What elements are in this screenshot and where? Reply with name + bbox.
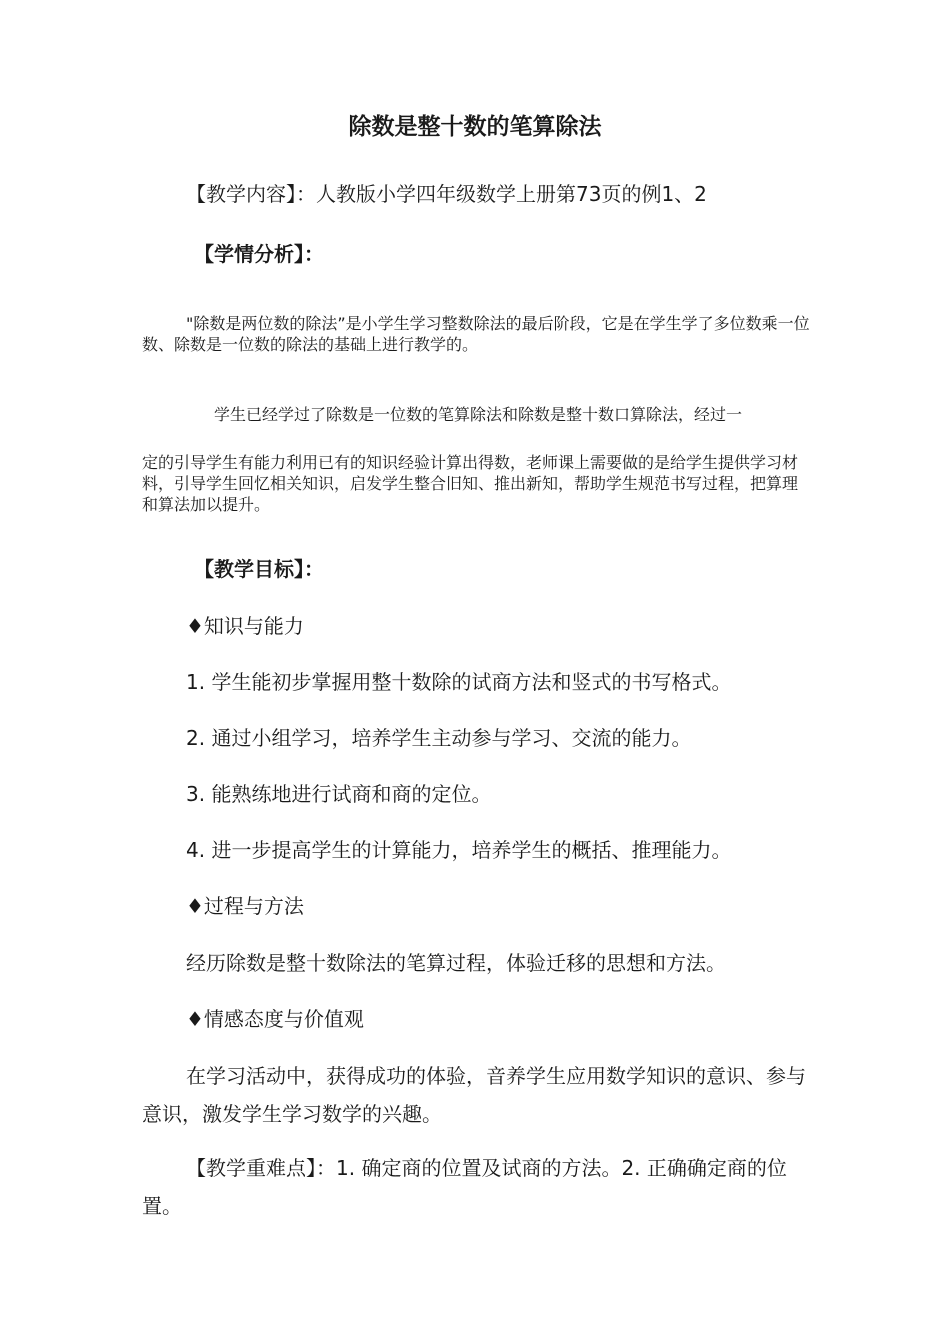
teaching-content-label: 【教学内容】： <box>186 182 316 206</box>
emotion-heading: ♦情感态度与价值观 <box>186 1007 364 1031</box>
goal-item: 1. 学生能初步掌握用整十数除的试商方法和竖式的书写格式。 <box>186 670 732 694</box>
goal-item: 2. 通过小组学习，培养学生主动参与学习、交流的能力。 <box>186 726 692 750</box>
teaching-content-text: 人教版小学四年级数学上册第73页的例1、2 <box>316 182 707 206</box>
key-points-label: 【教学重难点】： <box>186 1156 336 1180</box>
process-heading: ♦过程与方法 <box>186 894 304 918</box>
emotion-text: 在学习活动中，获得成功的体验，音养学生应用数学知识的意识、参与意识，激发学生学习数学的兴趣。 <box>142 1064 806 1126</box>
goals-heading: 【教学目标】： <box>194 557 324 581</box>
knowledge-heading: ♦知识与能力 <box>186 614 304 638</box>
key-points-text: 1. 确定商的位置及试商的方法。2. 正确确定商的位置。 <box>142 1156 787 1218</box>
analysis-paragraph-1: "除数是两位数的除法”是小学生学习整数除法的最后阶段，它是在学生学了多位数乘一位数、除数是一位数的除法的基础上进行教学的。 <box>142 314 810 354</box>
analysis-paragraph-2-line1: 学生已经学过了除数是一位数的笔算除法和除数是整十数口算除法，经过一 <box>214 405 743 424</box>
goal-item: 4. 进一步提高学生的计算能力，培养学生的概括、推理能力。 <box>186 838 732 862</box>
teaching-content <box>186 178 707 207</box>
key-points <box>142 1149 812 1225</box>
goal-item: 3. 能熟练地进行试商和商的定位。 <box>186 782 492 806</box>
page-title: 除数是整十数的笔算除法 <box>348 114 602 140</box>
process-text: 经历除数是整十数除法的笔算过程，体验迁移的思想和方法。 <box>186 951 726 975</box>
analysis-heading: 【学情分析】： <box>194 242 324 266</box>
analysis-paragraph-2-rest: 定的引导学生有能力利用已有的知识经验计算出得数，老师课上需要做的是给学生提供学习材料，引导学生回忆相关知识，启发学生整合旧知、推出新知，帮助学生规范书写过程，把算理和算法加以提升。 <box>142 453 799 514</box>
